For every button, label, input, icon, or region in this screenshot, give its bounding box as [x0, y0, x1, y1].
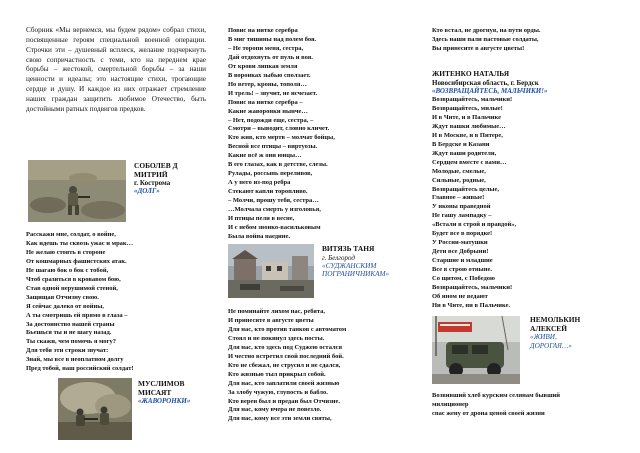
author-name: МИСАЯТ	[138, 387, 172, 397]
poem-line: Бьешься ты и не шагу назад.	[26, 329, 112, 337]
poem-line: В воронках зыбью сползает.	[228, 71, 311, 79]
poem-line: Чтоб сразиться в кровавом бою,	[26, 275, 121, 283]
poem-line: Будет все в порядке!	[432, 230, 493, 238]
author-vityaz-caption	[322, 245, 389, 279]
poem-dolg	[26, 231, 134, 374]
poem-line: Кто жизнью тыл прикрыл собой.	[228, 370, 326, 378]
story-caption	[432, 392, 560, 419]
poem-line: Сердцем вместе с вами…	[432, 158, 507, 166]
column-right	[432, 0, 616, 453]
poem-line: Вы принесите в августе цветы!	[432, 44, 525, 52]
poem-line: Старшие и младшие	[432, 257, 493, 265]
poem-line: Повис на нитке серебра –	[228, 98, 303, 106]
author-name: ВИТЯЗЬ ТАНЯ	[322, 244, 375, 253]
poem-line: А у него из-под ребра	[228, 179, 291, 187]
poem-line: Здесь наши пали пастовые солдаты,	[432, 35, 539, 43]
author-muslimov-caption	[138, 380, 190, 405]
author-sobolev-caption	[134, 162, 178, 196]
poem-line: Как идешь ты сквозь ужас и мрак…	[26, 239, 134, 247]
poem-line: Весной все птицы – виртуозы.	[228, 143, 318, 151]
author-nemolkin-caption	[530, 316, 580, 350]
poem-line: Какие жаворонки нынче…	[228, 107, 308, 115]
poem-line: И в Москве, и в Питере,	[432, 131, 503, 139]
intro-paragraph: Сборник «Мы вернемся, мы будем рядом» собрал стихи, посвященные героям специальной военной операции. Строчки эти – душевный всплеск, желание подчеркнуть свою сопричастность с теми, кто на переднем крае борьбы – жестокой, смертельной борьбы – за наши ценности и идеалы; это настоящие стихи, трогающие сердце и душу. И каждое из них отражает стремление наших граждан защитить любимое Отечество, быть достойными ратных подвигов предков.	[26, 26, 206, 113]
poem-line: Для нас, кому вчера не повезло.	[228, 406, 322, 414]
poem-line: Была война наедине.	[228, 232, 291, 240]
poem-line: Для тебя эти строки звучат:	[26, 347, 109, 355]
poem-line: Возвращайтесь целые,	[432, 185, 500, 193]
poem-line: Со щитом, с Победою	[432, 275, 495, 283]
poem-line: Не шагаю бок о бок с тобой,	[26, 266, 109, 274]
poem-line: – Молчи, прошу тебя, сестра…	[228, 197, 319, 205]
poem-line: Я сейчас далеко от войны,	[26, 302, 104, 310]
author-name: НЕМОЛЬКИН	[530, 315, 581, 324]
poem-line: И честно встретил свой последний бой.	[228, 352, 344, 360]
poem-line: От крови липкая земля	[228, 62, 298, 70]
poem-line: Дети все Добрыни!	[432, 248, 489, 256]
poem-line: Стекают капли торопливо.	[228, 188, 308, 196]
poem-title: ДОРОГАЯ…»	[530, 341, 572, 350]
poem-vozvrashchaytes	[432, 96, 516, 311]
poem-line: У иконы праведной	[432, 203, 491, 211]
poem-title: ПОГРАНИЧНИКАМ»	[322, 270, 390, 279]
poem-line: Но ветер, кроны, тополя…	[228, 80, 307, 88]
soldier-in-field-photo	[28, 160, 126, 222]
poem-line: спас жену от дрона ценой своей жизни	[432, 409, 545, 417]
poem-title: «ЖАВОРОНКИ»	[138, 397, 191, 406]
poem-line: Защищая Отчизну свою.	[26, 293, 99, 301]
poem-line: От кошмарных фашистских атак.	[26, 257, 127, 265]
poem-line: И птицы пели в весне,	[228, 215, 295, 223]
author-place: г. Кострома	[134, 179, 171, 188]
author-place: г. Белгород	[322, 253, 355, 262]
author-name: СОБОЛЕВ Д	[134, 161, 178, 170]
poem-title: «ЖИВИ,	[530, 333, 557, 342]
poem-title: «ДОЛГ»	[134, 187, 160, 196]
poem-line: И принесите в августе цветы	[228, 316, 314, 324]
poem-line: Для нас, кто против танков с автоматом	[228, 325, 347, 333]
poem-line: Для нас, кто заплатили своей жизнью	[228, 379, 340, 387]
poem-line: Возвращайтесь, мальчики!	[432, 96, 513, 103]
poem-line: Сильные, родные,	[432, 176, 486, 184]
poem-line: И с небом звонко-васильковым	[228, 223, 321, 231]
poem-line: Об ином не ведают	[432, 292, 488, 300]
poem-line: Стоял и не покинул здесь посты.	[228, 334, 325, 342]
poem-line: Кто не сбежал, не струсил и не сдался,	[228, 361, 341, 369]
poem-line: Пред тобой, наш российский солдат!	[26, 365, 134, 373]
author-place: Новосибирская область, г. Бердск	[432, 78, 539, 87]
poem-line: Расскажи мне, солдат, о войне,	[26, 231, 116, 238]
poem-sudzha-part1	[228, 308, 346, 424]
poem-line: Ни в Чите, ни в Пальчике.	[432, 301, 511, 309]
author-name: ЖИТЕНКО НАТАЛЬЯ	[432, 69, 510, 78]
poem-line: Молодые, смелые,	[432, 167, 486, 175]
military-vehicle-photo	[432, 316, 520, 384]
poem-line: Рулады, россыпь переливов,	[228, 170, 313, 178]
poem-line: За злобу чужую, глупость и бабло.	[228, 388, 328, 396]
poem-line: …Молчала смерть у изголовья,	[228, 206, 321, 214]
poem-line: Не желаю стоять в стороне	[26, 248, 106, 256]
poem-line: В его глазах, как в детстве, слезы.	[228, 161, 328, 169]
poem-line: Не гашу лампадку –	[432, 212, 492, 220]
poem-line: Став одной нерушимой стеной,	[26, 284, 118, 292]
author-name: МУСЛИМОВ	[138, 379, 185, 388]
poem-line: – Не торопи меня, сестра,	[228, 44, 304, 52]
poem-line: Ждут вашки любимые…	[432, 122, 506, 130]
poem-line: – Нет, подожди еще, сестра, –	[228, 116, 314, 124]
poem-line: Для нас, кому все эти земли святы,	[228, 415, 332, 423]
poem-line: Знай, мы все в неоплатном долгу	[26, 356, 124, 364]
author-zhitenko-caption	[432, 70, 547, 95]
poem-line: Кто верен был и предан был Отчизне.	[228, 397, 340, 405]
poem-line: В Бердске и Казани	[432, 140, 490, 148]
poem-line: Дай отдохнуть от пуль и воя.	[228, 53, 313, 61]
soldiers-in-smoke-photo	[58, 378, 132, 440]
poem-line: милиционер	[432, 400, 469, 408]
poem-line: Повис на нитке серебра	[228, 27, 298, 34]
poem-line: Возвращайтесь, мальчики!	[432, 284, 513, 292]
poem-zhavoronki	[228, 27, 335, 242]
poem-line: Возвивший хлеб курским селянам бывший	[432, 392, 561, 399]
ruined-town-photo	[228, 244, 314, 298]
poem-line: Не поминайте лихом нас, ребята,	[228, 308, 326, 315]
poem-line: Смотри – выводит, словно кличет.	[228, 125, 330, 133]
poem-line: Кто встал, не дрогнув, на пути орды.	[432, 27, 541, 34]
poem-line: За достоинство нашей страны	[26, 320, 115, 328]
poem-line: Для нас, кто здесь под Суджею остался	[228, 343, 343, 351]
author-name: МИТРИЙ	[134, 169, 168, 179]
poem-title: «СУДЖАНСКИМ	[322, 261, 377, 270]
poem-line: У России-матушки	[432, 239, 488, 247]
poem-line: В миг тишины над полем боя.	[228, 35, 317, 43]
poem-line: Ты скажи, чем помочь я могу?	[26, 338, 117, 346]
poem-line: Кто жив, кто мертв – молчат бойцы,	[228, 134, 335, 142]
poem-title: «ВОЗВРАЩАЙТЕСЬ, МАЛЬЧИКИ!»	[432, 86, 548, 95]
poem-line: И трель! – звучит, не исчезает.	[228, 89, 318, 97]
poem-line: А ты смотришь ей прямо в глаза –	[26, 311, 128, 319]
poem-line: И в Чите, и в Пальчике	[432, 113, 501, 121]
poem-line: Главное – живые!	[432, 194, 485, 202]
column-middle	[228, 0, 406, 453]
poem-line: Ждут ваши родители,	[432, 149, 497, 157]
poem-line: Возвращайтесь, милые!	[432, 104, 503, 112]
poem-sudzha-part2	[432, 27, 541, 54]
author-name: АЛЕКСЕЙ	[530, 323, 567, 333]
poem-line: Все в строю отныне.	[432, 266, 492, 274]
poem-line: «Встали в строй и правдой»,	[432, 221, 517, 229]
column-left	[26, 0, 206, 453]
poem-line: Какие всё ж они юнцы…	[228, 152, 302, 160]
